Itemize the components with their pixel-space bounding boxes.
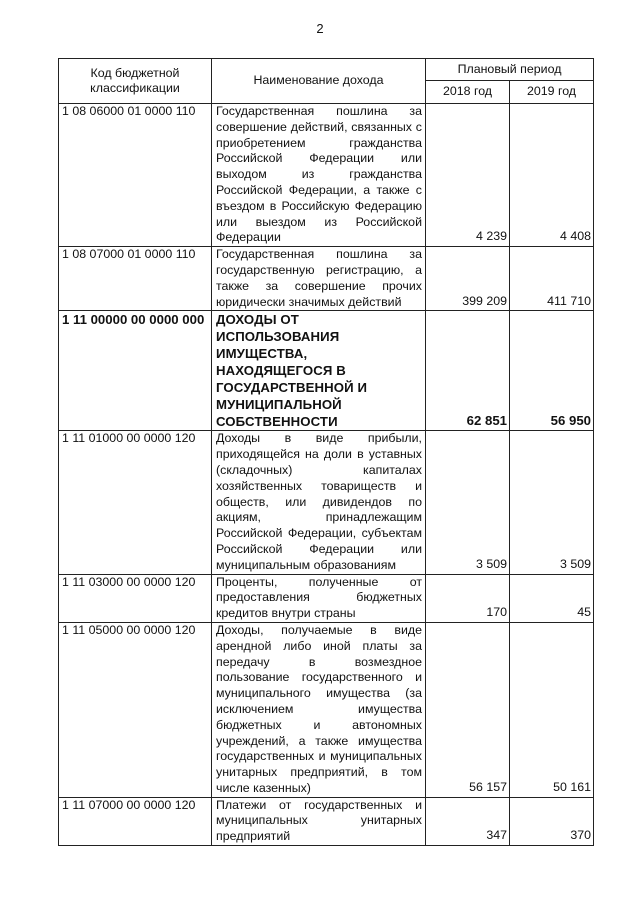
- page-number: 2: [316, 21, 324, 36]
- row-value-2018: 3 509: [426, 431, 510, 574]
- row-code: 1 11 07000 00 0000 120: [59, 797, 212, 845]
- row-value-2019: 50 161: [510, 622, 594, 797]
- table-row: [59, 797, 594, 845]
- row-code: 1 11 03000 00 0000 120: [59, 574, 212, 622]
- row-name: Доходы, получаемые в виде арендной либо иной платы за передачу в возмездное пользование государственного и муниципального имущества (за исключением имущества бюджетных и автономных учреждений, а также имущества государственных и муниципальных унитарных предприятий, в том числе казенных): [212, 622, 426, 797]
- header-period: Плановый период: [426, 59, 594, 81]
- table-row: [59, 431, 594, 574]
- row-value-2019: 3 509: [510, 431, 594, 574]
- row-value-2018: 399 209: [426, 247, 510, 311]
- row-name: ДОХОДЫ ОТ ИСПОЛЬЗОВАНИЯ ИМУЩЕСТВА, НАХОДЯЩЕГОСЯ В ГОСУДАРСТВЕННОЙ И МУНИЦИПАЛЬНОЙ СОБСТВЕННОСТИ: [212, 311, 426, 431]
- row-value-2019: 411 710: [510, 247, 594, 311]
- row-code: 1 11 00000 00 0000 000: [59, 311, 212, 431]
- header-year-2018: 2018 год: [426, 81, 510, 104]
- row-value-2019: 4 408: [510, 104, 594, 247]
- row-value-2018: 4 239: [426, 104, 510, 247]
- row-value-2019: 56 950: [510, 311, 594, 431]
- table-row-section: [59, 311, 594, 431]
- row-code: 1 11 01000 00 0000 120: [59, 431, 212, 574]
- row-value-2018: 62 851: [426, 311, 510, 431]
- row-value-2018: 170: [426, 574, 510, 622]
- row-code: 1 11 05000 00 0000 120: [59, 622, 212, 797]
- row-value-2018: 56 157: [426, 622, 510, 797]
- row-name: Проценты, полученные от предоставления бюджетных кредитов внутри страны: [212, 574, 426, 622]
- table-row: [59, 622, 594, 797]
- row-code: 1 08 06000 01 0000 110: [59, 104, 212, 247]
- row-name: Государственная пошлина за совершение действий, связанных с приобретением гражданства Российской Федерации или выходом из гражданства Российской Федерации, а также с въездом в Российскую Федерацию или выездом из Российской Федерации: [212, 104, 426, 247]
- row-name: Государственная пошлина за государственную регистрацию, а также за совершение прочих юридически значимых действий: [212, 247, 426, 311]
- header-code: Код бюджетной классификации: [59, 59, 212, 104]
- row-value-2018: 347: [426, 797, 510, 845]
- table-row: [59, 104, 594, 247]
- row-value-2019: 45: [510, 574, 594, 622]
- row-name: Доходы в виде прибыли, приходящейся на доли в уставных (складочных) капиталах хозяйственных товариществ и обществ, или дивидендов по акциям, принадлежащим Российской Федерации, субъектам Российской Федерации или муниципальным образованиям: [212, 431, 426, 574]
- row-name: Платежи от государственных и муниципальных унитарных предприятий: [212, 797, 426, 845]
- row-code: 1 08 07000 01 0000 110: [59, 247, 212, 311]
- row-value-2019: 370: [510, 797, 594, 845]
- header-year-2019: 2019 год: [510, 81, 594, 104]
- table-row: [59, 247, 594, 311]
- revenue-table: [58, 58, 594, 846]
- table-row: [59, 574, 594, 622]
- header-name: Наименование дохода: [212, 59, 426, 104]
